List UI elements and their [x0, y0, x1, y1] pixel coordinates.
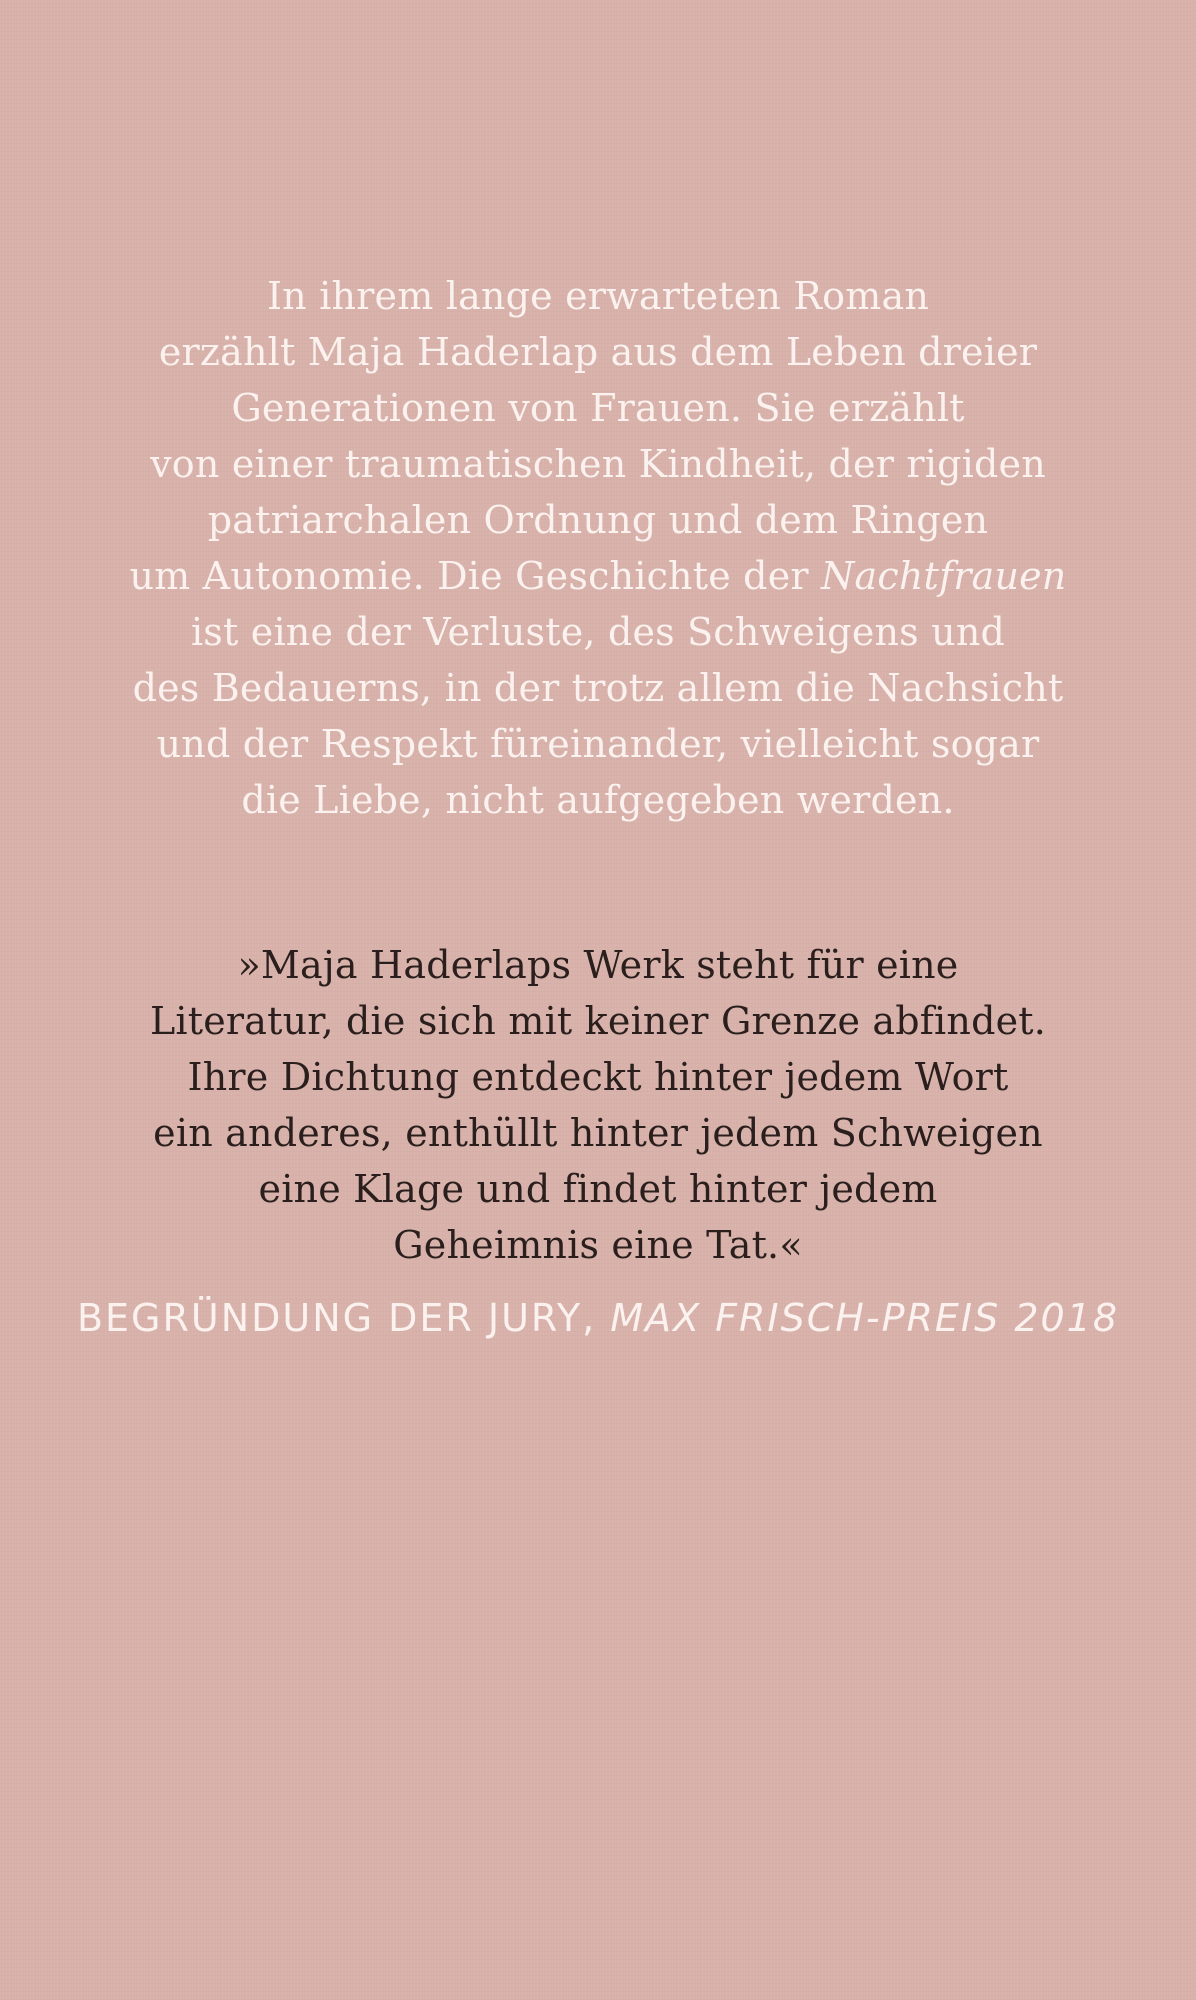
book-title-italic: Nachtfrauen [821, 554, 1067, 598]
quote-attribution [0, 1290, 1196, 1346]
blurb-line: ist eine der Verluste, des Schweigens und [190, 610, 1006, 654]
blurb-line: erzählt Maja Haderlap aus dem Leben dreier [158, 330, 1038, 374]
quote-line: Geheimnis eine Tat.« [393, 1223, 803, 1267]
blurb-line: In ihrem lange erwarteten Roman [266, 274, 930, 318]
attribution-award: MAX FRISCH-PREIS 2018 [610, 1296, 1120, 1340]
jury-quote [0, 937, 1196, 1273]
blurb-line: um Autonomie. Die Geschichte der [129, 554, 809, 598]
quote-line: eine Klage und findet hinter jedem [258, 1167, 938, 1211]
blurb-text [0, 268, 1196, 828]
quote-line: Literatur, die sich mit keiner Grenze abfindet. [149, 999, 1047, 1043]
blurb-line-with-title [0, 548, 1196, 604]
blurb-line: von einer traumatischen Kindheit, der rigiden [150, 442, 1046, 486]
quote-line: Ihre Dichtung entdeckt hinter jedem Wort [187, 1055, 1009, 1099]
blurb-line: des Bedauerns, in der trotz allem die Nachsicht [132, 666, 1064, 710]
quote-line: »Maja Haderlaps Werk steht für eine [237, 943, 959, 987]
quote-line: ein anderes, enthüllt hinter jedem Schweigen [153, 1111, 1043, 1155]
blurb-line: die Liebe, nicht aufgegeben werden. [241, 778, 955, 822]
blurb-line: Generationen von Frauen. Sie erzählt [231, 386, 965, 430]
blurb-line: patriarchalen Ordnung und dem Ringen [207, 498, 989, 542]
blurb-line: und der Respekt füreinander, vielleicht sogar [156, 722, 1040, 766]
attribution-source: BEGRÜNDUNG DER JURY, [76, 1296, 597, 1340]
